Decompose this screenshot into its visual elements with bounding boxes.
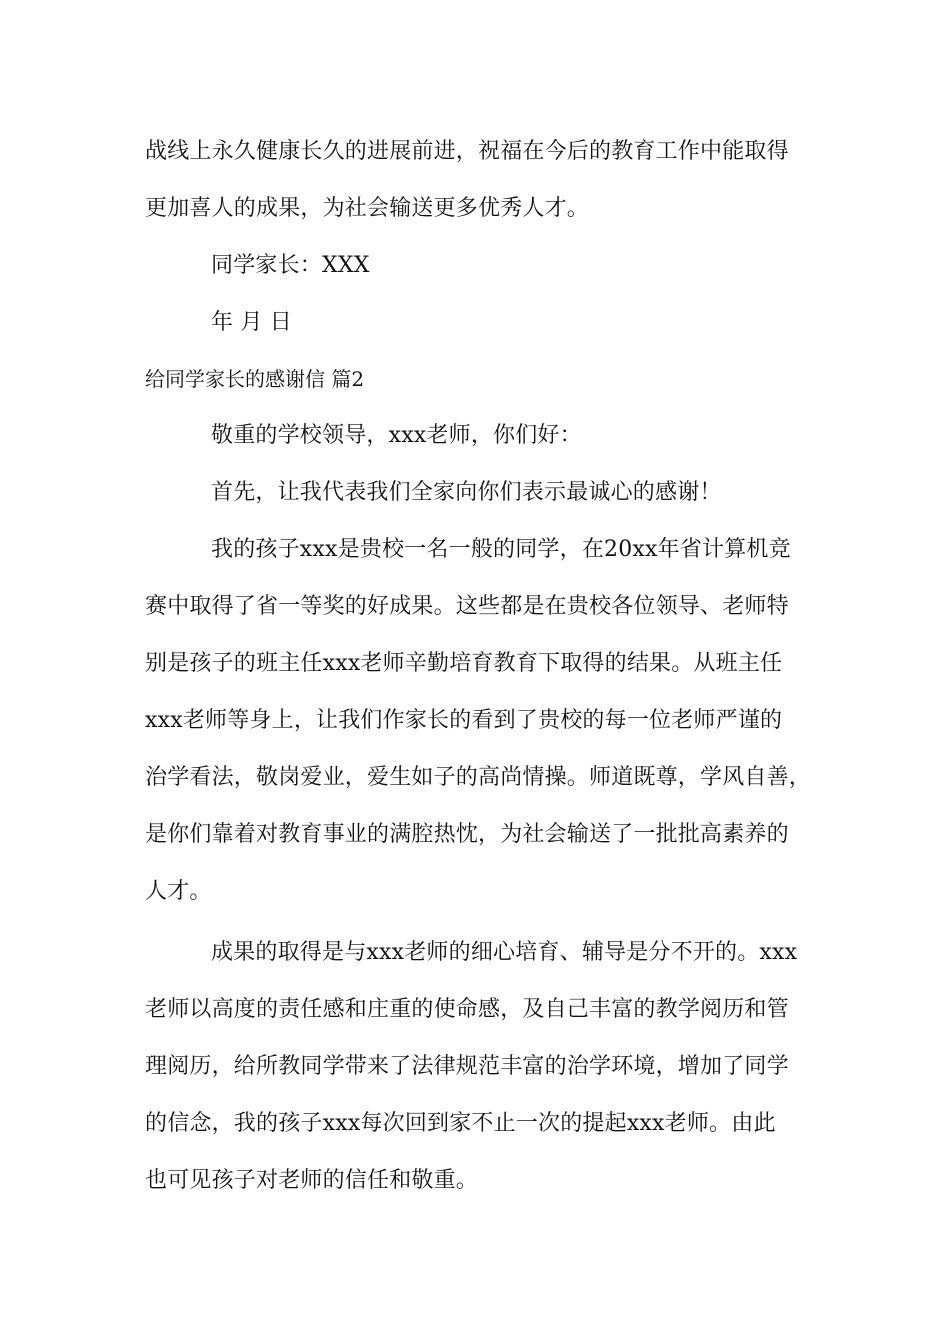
body-text-line: 首先，让我代表我们全家向你们表示最诚心的感谢！ (211, 480, 722, 505)
body-text-line: 别是孩子的班主任xxx老师辛勤培育教育下取得的结果。从班主任 (145, 651, 783, 676)
body-text-line: 成果的取得是与xxx老师的细心培育、辅导是分不开的。xxx (211, 940, 798, 965)
section-heading: 给同学家长的感谢信 篇2 (145, 367, 365, 391)
body-text-line: 战线上永久健康长久的进展前进，祝福在今后的教育工作中能取得 (145, 139, 789, 164)
body-text-line: 我的孩子xxx是贵校一名一般的同学，在20xx年省计算机竞 (211, 537, 791, 562)
date-line: 年 月 日 (211, 310, 292, 335)
signature-line: 同学家长：XXX (211, 253, 370, 278)
body-text-line: 理阅历，给所教同学带来了法律规范丰富的治学环境，增加了同学 (145, 1054, 789, 1079)
body-text-line: 也可见孩子对老师的信任和敬重。 (145, 1168, 479, 1193)
body-text-line: 赛中取得了省一等奖的好成果。这些都是在贵校各位领导、老师特 (145, 594, 789, 619)
body-text-line: 的信念，我的孩子xxx每次回到家不止一次的提起xxx老师。由此 (145, 1111, 776, 1136)
body-text-line: 更加喜人的成果，为社会输送更多优秀人才。 (145, 196, 590, 221)
body-text-line: 人才。 (145, 879, 212, 904)
body-text-line: 治学看法，敬岗爱业，爱生如子的高尚情操。师道既尊，学风自善， (145, 765, 812, 790)
body-text-line: 老师以高度的责任感和庄重的使命感，及自己丰富的教学阅历和管 (145, 997, 789, 1022)
body-text-line: xxx老师等身上，让我们作家长的看到了贵校的每一位老师严谨的 (145, 708, 783, 733)
body-text-line: 是你们靠着对教育事业的满腔热忱，为社会输送了一批批高素养的 (145, 822, 789, 847)
salutation-line: 敬重的学校领导，xxx老师，你们好： (211, 423, 582, 448)
